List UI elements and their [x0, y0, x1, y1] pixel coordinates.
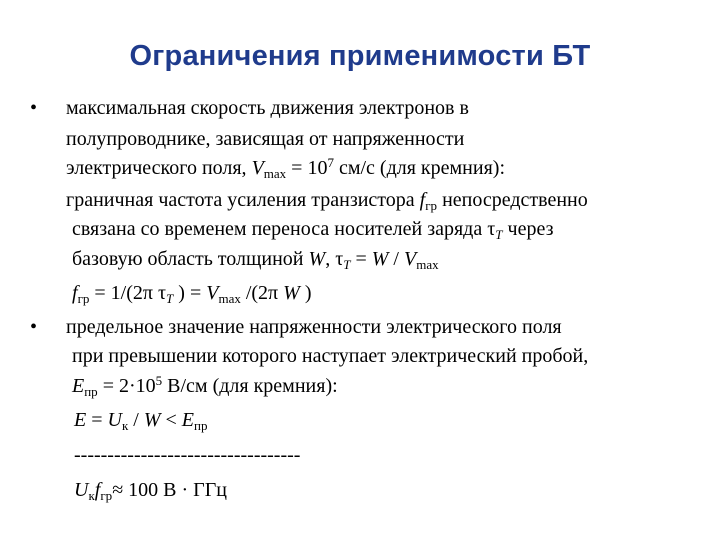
symbol-e: E [74, 409, 87, 431]
symbol-w: W [143, 409, 161, 431]
text-segment: ) [299, 282, 312, 304]
subscript-gr: гр [77, 291, 90, 306]
superscript-5: 5 [155, 373, 163, 388]
text-segment: / [128, 409, 144, 431]
subscript-t: T [495, 227, 503, 242]
dashed-separator: ---------------------------------- [74, 444, 301, 466]
text-segment: ≈ 100 В · ГГц [112, 479, 227, 501]
bullet-marker: • [30, 97, 38, 119]
symbol-u: U [74, 479, 89, 501]
text-segment: В/см (для кремния): [162, 375, 338, 397]
symbol-f: f [419, 189, 426, 211]
symbol-w: W [283, 282, 300, 304]
symbol-tau: τ [335, 248, 344, 270]
symbol-e: E [72, 375, 85, 397]
subscript-k: к [121, 418, 129, 433]
symbol-v: V [206, 282, 219, 304]
text-segment: = 2 [97, 375, 129, 397]
freq-line1 [66, 188, 588, 212]
slide-title: Ограничения применимости БТ [129, 40, 591, 72]
subscript-max: max [218, 291, 241, 306]
text-segment: /(2π [240, 282, 284, 304]
text-segment: электрического поля, [66, 157, 252, 179]
text-segment: , [325, 248, 336, 270]
bullet2-line1: предельное значение напряженности электрического поля [66, 316, 562, 338]
formula-fgr [72, 281, 312, 305]
text-segment: через [502, 218, 554, 240]
symbol-v: V [251, 157, 264, 179]
symbol-w: W [371, 248, 389, 270]
freq-line3 [72, 247, 439, 271]
bullet1-line2: полупроводнике, зависящая от напряженности [66, 128, 465, 150]
dot-operator: · [128, 375, 136, 397]
text-segment: = [350, 248, 372, 270]
text-segment: = [86, 409, 108, 431]
subscript-max: max [416, 257, 439, 272]
text-segment: см/с (для кремния): [333, 157, 506, 179]
text-segment: = 10 [286, 157, 328, 179]
subscript-t: T [166, 291, 174, 306]
text-segment: базовую область толщиной [72, 248, 309, 270]
symbol-f: f [94, 479, 101, 501]
symbol-e: E [181, 409, 195, 431]
symbol-w: W [308, 248, 326, 270]
text-segment: = 1/(2π [89, 282, 158, 304]
text-segment: / [388, 248, 404, 270]
subscript-max: max [263, 166, 287, 181]
text-segment: ) = [173, 282, 207, 304]
formula-product [74, 478, 227, 502]
formula-e [74, 408, 207, 432]
bullet-marker: • [30, 316, 38, 338]
text-segment: граничная частота усиления транзистора [66, 189, 420, 211]
bullet1-line1: максимальная скорость движения электронов в [66, 97, 469, 119]
symbol-v: V [403, 248, 417, 270]
superscript-7: 7 [327, 155, 334, 170]
subscript-pr: пр [84, 384, 98, 399]
text-segment: непосредственно [437, 189, 588, 211]
bullet1-line3 [66, 156, 505, 180]
text-segment: 10 [135, 375, 156, 397]
subscript-k: к [88, 488, 95, 503]
text-segment: < [160, 409, 182, 431]
subscript-t: T [343, 257, 351, 272]
symbol-u: U [107, 409, 122, 431]
freq-line2 [72, 217, 553, 241]
subscript-gr: гр [425, 198, 438, 213]
bullet2-line3 [72, 374, 338, 398]
subscript-pr: пр [194, 418, 208, 433]
subscript-gr: гр [100, 488, 113, 503]
text-segment: связана со временем переноса носителей заряда [72, 218, 488, 240]
symbol-tau: τ [487, 218, 496, 240]
symbol-f: f [72, 282, 78, 304]
symbol-tau: τ [158, 282, 167, 304]
bullet2-line2: при превышении которого наступает электрический пробой, [72, 345, 589, 367]
